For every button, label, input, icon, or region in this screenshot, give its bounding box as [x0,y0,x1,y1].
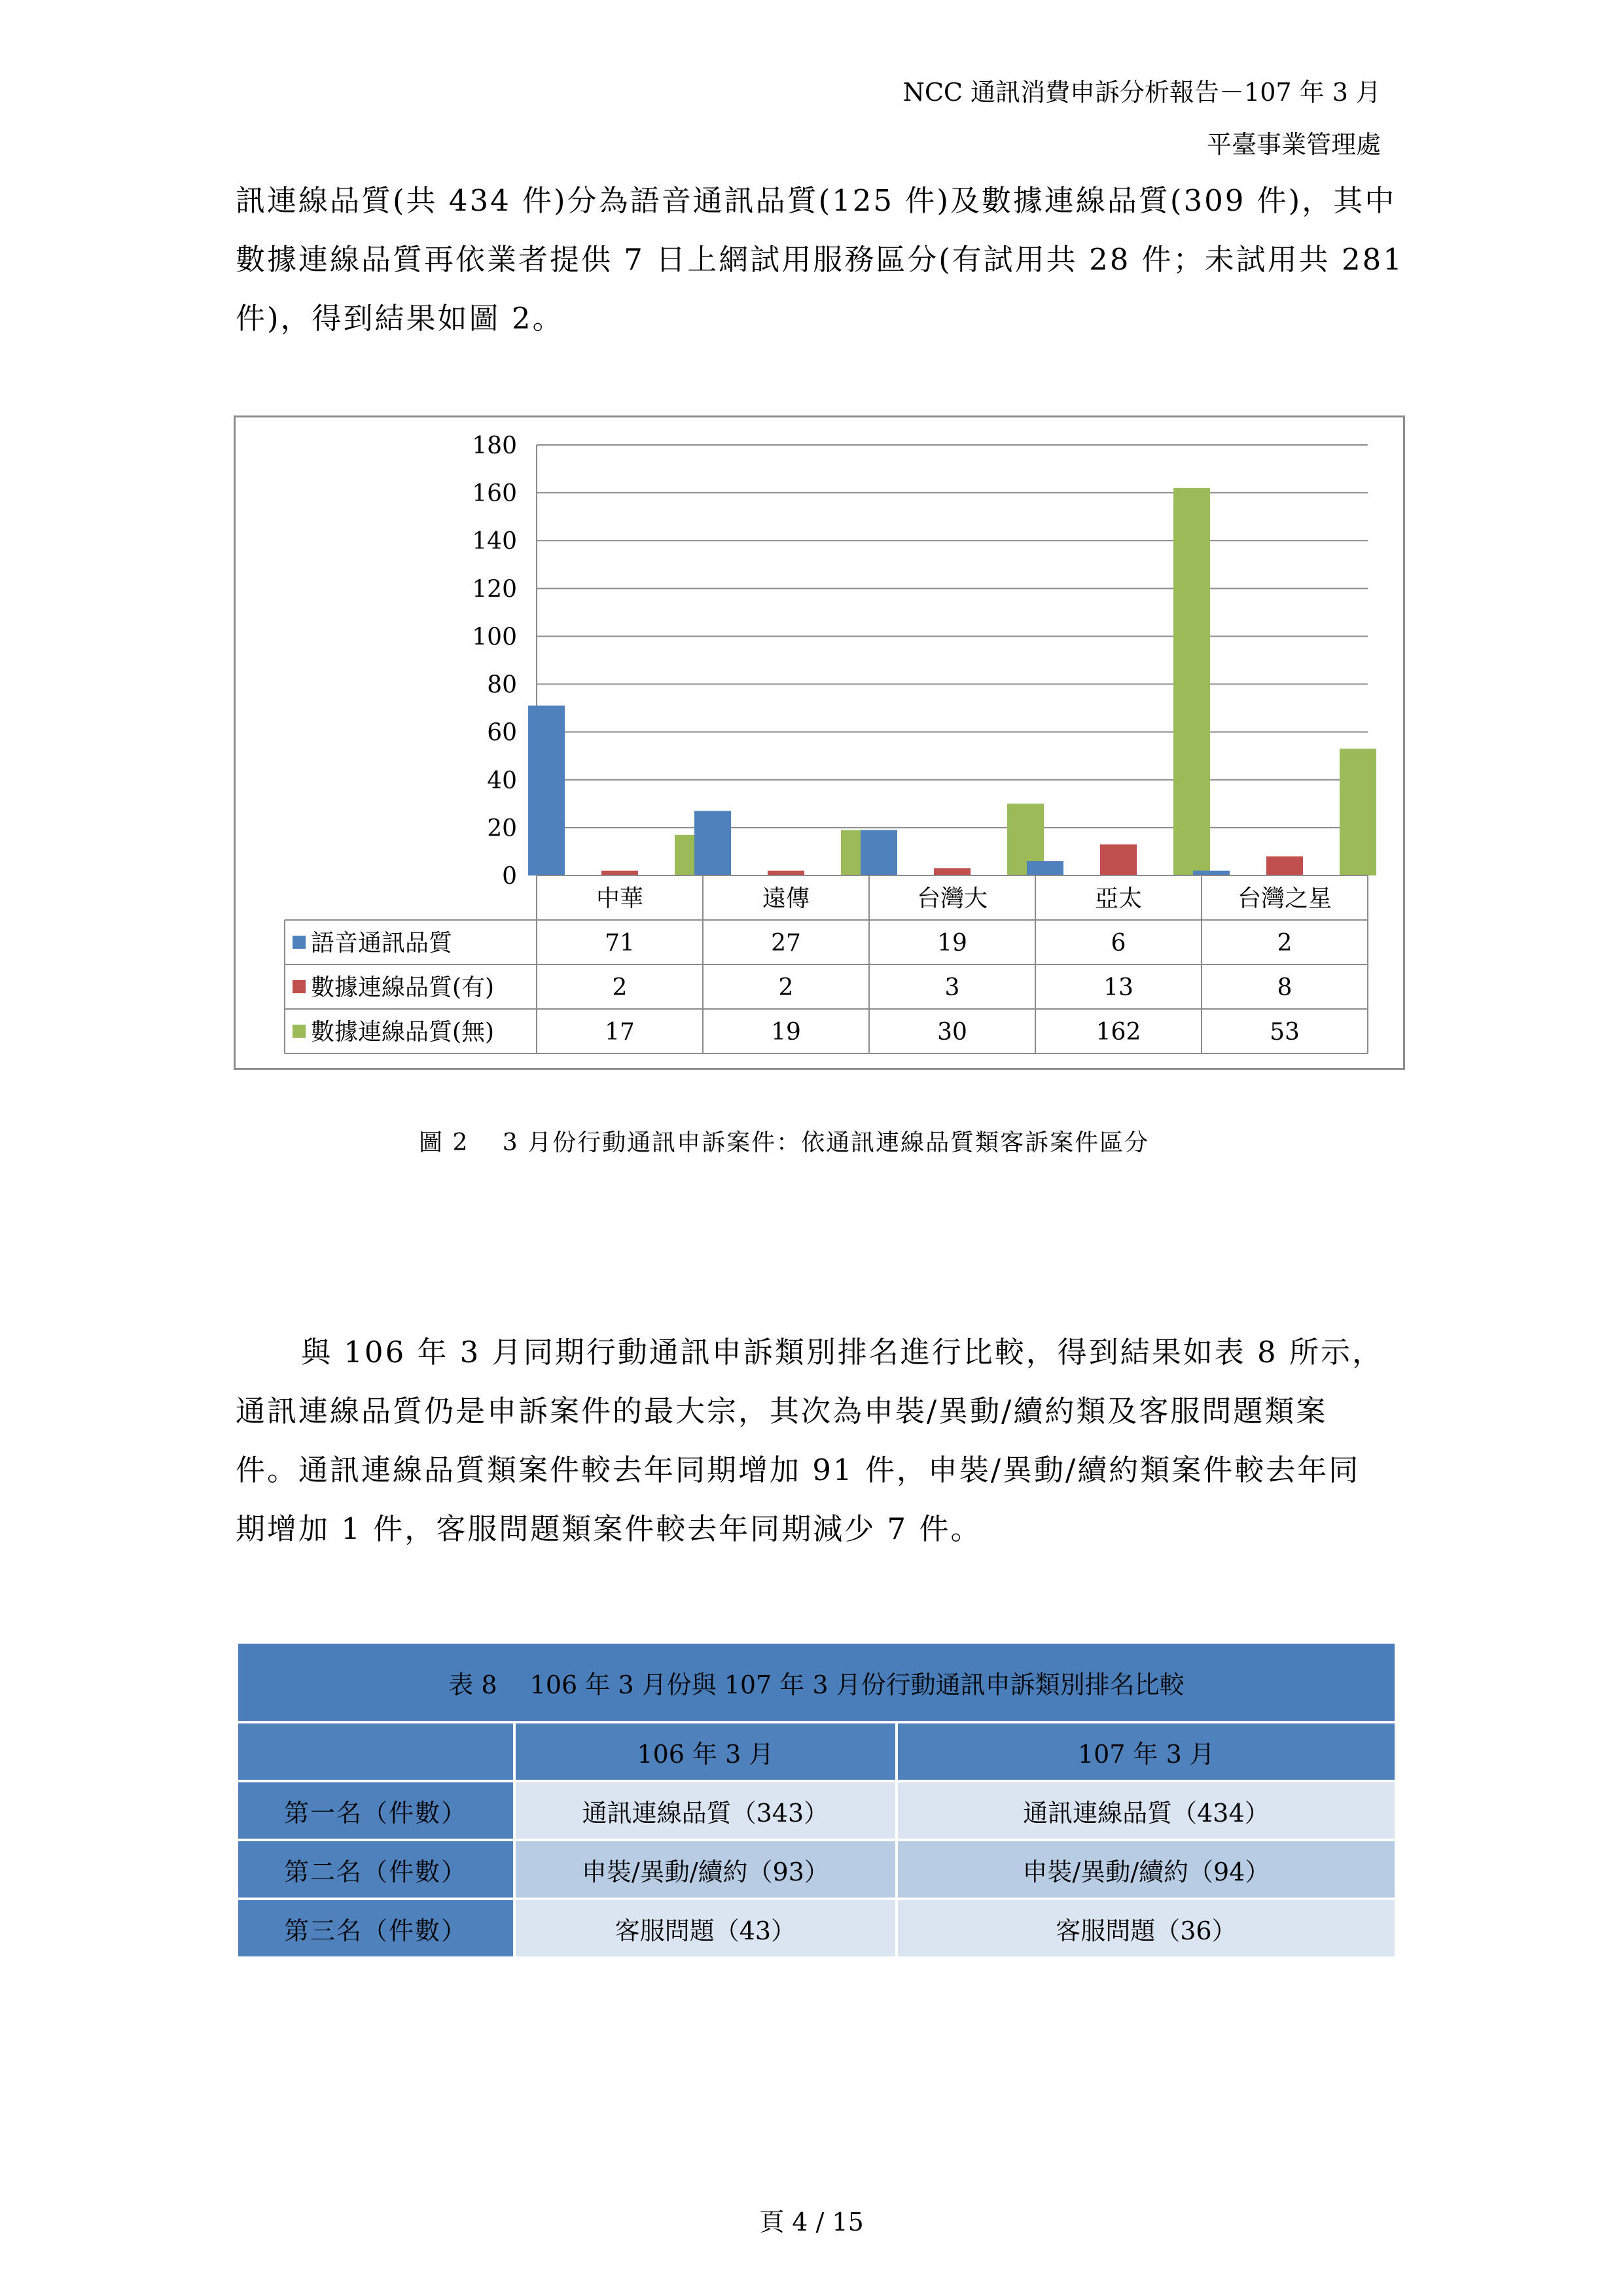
y-tick-label: 40 [487,767,517,794]
paragraph-intro [236,171,1404,348]
table-cell: 客服問題（36） [897,1899,1396,1958]
legend-swatch [293,1025,306,1038]
legend-swatch [293,980,306,993]
bar [1173,488,1210,875]
table-cell: 通訊連線品質（343） [514,1781,897,1840]
legend-series-label: 數據連線品質(無) [311,1019,495,1046]
data-label: 53 [1270,1019,1300,1046]
bar [1027,861,1063,875]
bar [861,830,897,875]
paragraph-line: 與 106 年 3 月同期行動通訊申訴類別排名進行比較，得到結果如表 8 所示， [301,1335,1383,1369]
paragraph-line: 通訊連線品質仍是申訴案件的最大宗，其次為申裝/異動/續約類及客服問題類案 [236,1394,1328,1428]
y-tick-label: 80 [487,671,517,699]
report-header-department: 平臺事業管理處 [1206,130,1381,159]
table-title: 表 8 106 年 3 月份與 107 年 3 月份行動通訊申訴類別排名比較 [237,1642,1396,1722]
bar [1266,857,1303,875]
legend-series-label: 數據連線品質(有) [311,974,495,1001]
y-tick-label: 160 [472,480,517,508]
data-label: 2 [1277,930,1293,957]
x-category-label: 台灣之星 [1237,885,1332,912]
bar [768,871,804,875]
data-label: 162 [1096,1019,1141,1046]
table-header-row [237,1722,1396,1781]
y-tick-label: 20 [487,815,517,842]
y-tick-label: 140 [472,528,517,556]
table-header-cell: 106 年 3 月 [514,1722,897,1781]
paragraph-line: 期增加 1 件，客服問題類案件較去年同期減少 7 件。 [236,1511,982,1546]
paragraph-line: 數據連線品質再依業者提供 7 日上網試用服務區分(有試用共 28 件；未試用共 281 [236,242,1404,277]
data-label: 19 [771,1019,801,1046]
paragraph-line: 件)，得到結果如圖 2。 [236,301,564,336]
y-tick-label: 0 [502,863,517,890]
table-header-cell: 107 年 3 月 [897,1722,1396,1781]
ranking-comparison-table [236,1641,1397,1959]
x-category-label: 亞太 [1094,885,1143,912]
legend-series-label: 語音通訊品質 [311,930,453,957]
table-cell: 通訊連線品質（434） [897,1781,1396,1840]
rank-label: 第二名（件數） [237,1840,514,1899]
bar [1340,749,1376,875]
table-row [237,1899,1396,1958]
legend-swatch [293,936,306,949]
bar [1193,871,1230,875]
data-label: 30 [937,1019,967,1046]
bar [934,868,971,875]
y-tick-label: 60 [487,719,517,747]
data-label: 3 [944,974,960,1001]
x-category-label: 遠傳 [762,885,810,912]
complaint-quality-chart [234,415,1405,1070]
data-label: 6 [1111,930,1126,957]
paragraph-line: 件。通訊連線品質類案件較去年同期增加 91 件，申裝/異動/續約類案件較去年同 [236,1453,1361,1487]
y-tick-label: 100 [472,624,517,651]
table-row [237,1840,1396,1899]
data-label: 2 [778,974,794,1001]
bar [601,871,638,875]
y-tick-label: 120 [472,576,517,603]
x-category-label: 中華 [596,885,644,912]
y-tick-label: 180 [472,433,517,459]
paragraph-comparison [236,1323,1400,1559]
data-label: 13 [1103,974,1133,1001]
data-label: 71 [605,930,635,957]
table-cell: 申裝/異動/續約（94） [897,1840,1396,1899]
figure-caption: 圖 2 3 月份行動通訊申訴案件：依通訊連線品質類客訴案件區分 [419,1129,1150,1156]
table-header-cell [237,1722,514,1781]
rank-label: 第一名（件數） [237,1781,514,1840]
data-label: 17 [605,1019,635,1046]
table-row [237,1781,1396,1840]
data-label: 2 [612,974,628,1001]
rank-label: 第三名（件數） [237,1899,514,1958]
bar [694,811,731,875]
bar [1100,844,1137,875]
data-label: 27 [771,930,801,957]
table-title-row [237,1642,1396,1722]
table-cell: 客服問題（43） [514,1899,897,1958]
page-number: 頁 4 / 15 [759,2208,864,2236]
data-label: 19 [937,930,967,957]
report-header-title: NCC 通訊消費申訴分析報告－107 年 3 月 [902,78,1381,107]
table-cell: 申裝/異動/續約（93） [514,1840,897,1899]
chart-canvas [236,417,1403,1068]
paragraph-line: 訊連線品質(共 434 件)分為語音通訊品質(125 件)及數據連線品質(309 件)，其中 [236,183,1397,218]
bar [528,705,565,875]
data-label: 8 [1277,974,1293,1001]
x-category-label: 台灣大 [916,885,988,912]
